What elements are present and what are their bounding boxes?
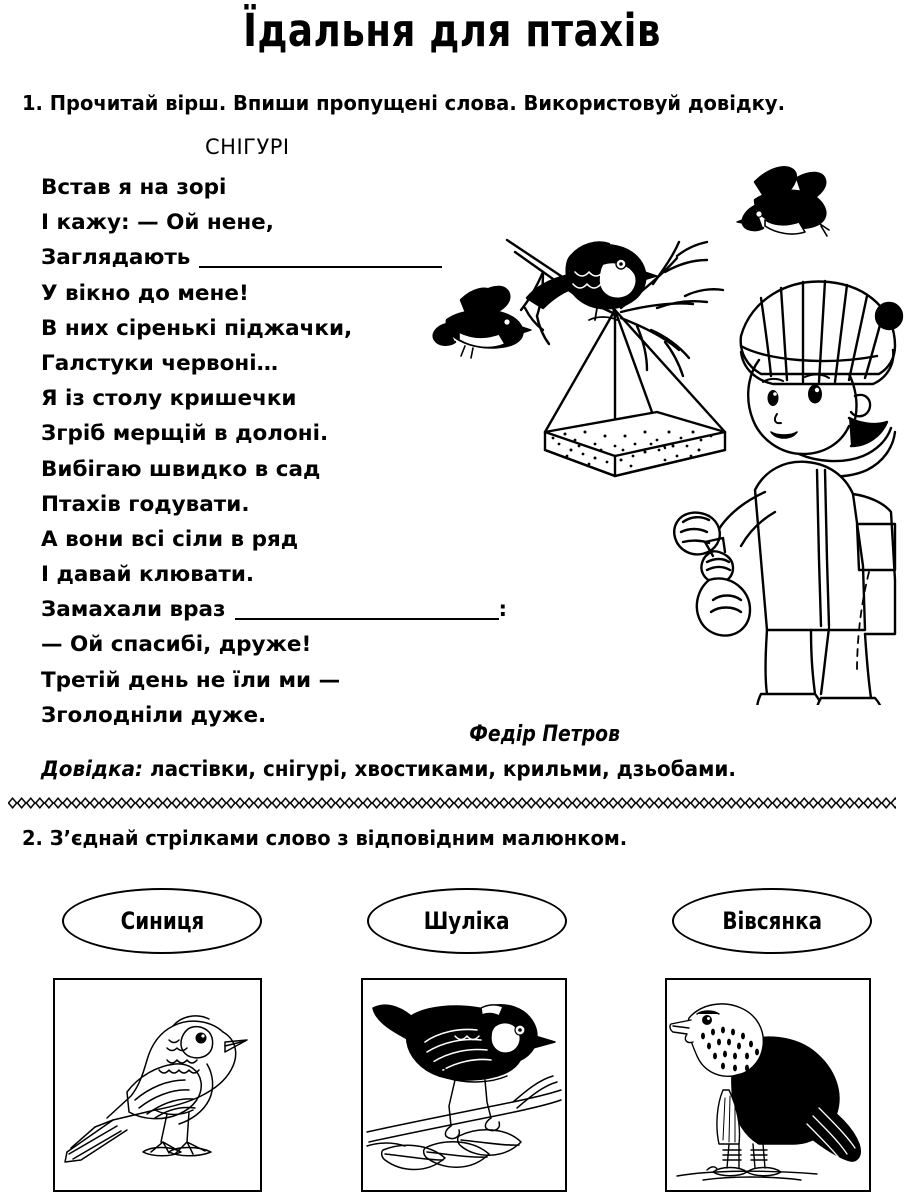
reference-words: ластівки, снігурі, хвостиками, крильми, дзьобами.: [143, 757, 736, 781]
poem-line-text: В них сіренькі піджачки,: [41, 315, 353, 341]
poem-line-text: А вони всі сіли в ряд: [41, 526, 299, 552]
poem-line-text: Замахали враз: [41, 597, 226, 623]
picture-frame-kite[interactable]: [665, 978, 871, 1192]
poem-line-text: Я із столу кришечки: [41, 386, 297, 412]
word-oval-label: Вівсянка: [722, 907, 822, 935]
task-1-instruction: [22, 91, 785, 115]
boy-feeding-birds-illustration: [425, 160, 904, 705]
poem-line-text: Зголодніли дуже.: [41, 702, 267, 728]
word-oval-synytsia[interactable]: [62, 888, 262, 954]
task-2-number: 2.: [22, 826, 43, 850]
poem-line-text: — Ой спасибі, друже!: [41, 632, 312, 658]
task-1-text: Прочитай вірш. Впиши пропущені слова. Використовуй довідку.: [42, 91, 785, 115]
reference-word-bank: [41, 757, 736, 781]
poem-line-text: Заглядають: [41, 245, 191, 271]
section-divider: [8, 795, 896, 809]
task-1-number: 1.: [22, 91, 43, 115]
reference-label: Довідка:: [41, 757, 144, 781]
poem-line-text: Галстуки червоні…: [41, 350, 279, 376]
poem-line-text: Встав я на зорі: [41, 175, 227, 200]
poem-author: Федір Петров: [469, 722, 620, 747]
poem-line-suffix: :: [498, 597, 508, 623]
poem-line-text: І кажу: — Ой нене,: [41, 210, 274, 236]
word-oval-vivsianka[interactable]: [672, 888, 872, 954]
picture-frame-tit[interactable]: [361, 978, 567, 1192]
poem-line-text: Третій день не їли ми —: [41, 667, 341, 693]
poem-line-text: Птахів годувати.: [41, 491, 250, 517]
poem-line-text: У вікно до мене!: [41, 280, 249, 306]
poem-heading: СНІГУРІ: [205, 135, 290, 159]
word-oval-label: Синиця: [120, 907, 204, 935]
word-oval-shulika[interactable]: [367, 888, 567, 954]
task-2-text: З’єднай стрілками слово з відповідним малюнком.: [42, 826, 628, 850]
word-oval-label: Шуліка: [424, 907, 510, 935]
poem-answer-blank-1[interactable]: [199, 248, 442, 268]
page-title: Їдальня для птахів: [243, 4, 661, 57]
poem-line-text: Вибігаю швидко в сад: [41, 456, 321, 482]
task-2-instruction: [22, 826, 627, 850]
poem-line-text: І давай клювати.: [41, 562, 255, 588]
picture-frame-bunting[interactable]: [53, 978, 262, 1192]
poem-line-text: Згріб мерщій в долоні.: [41, 421, 329, 447]
